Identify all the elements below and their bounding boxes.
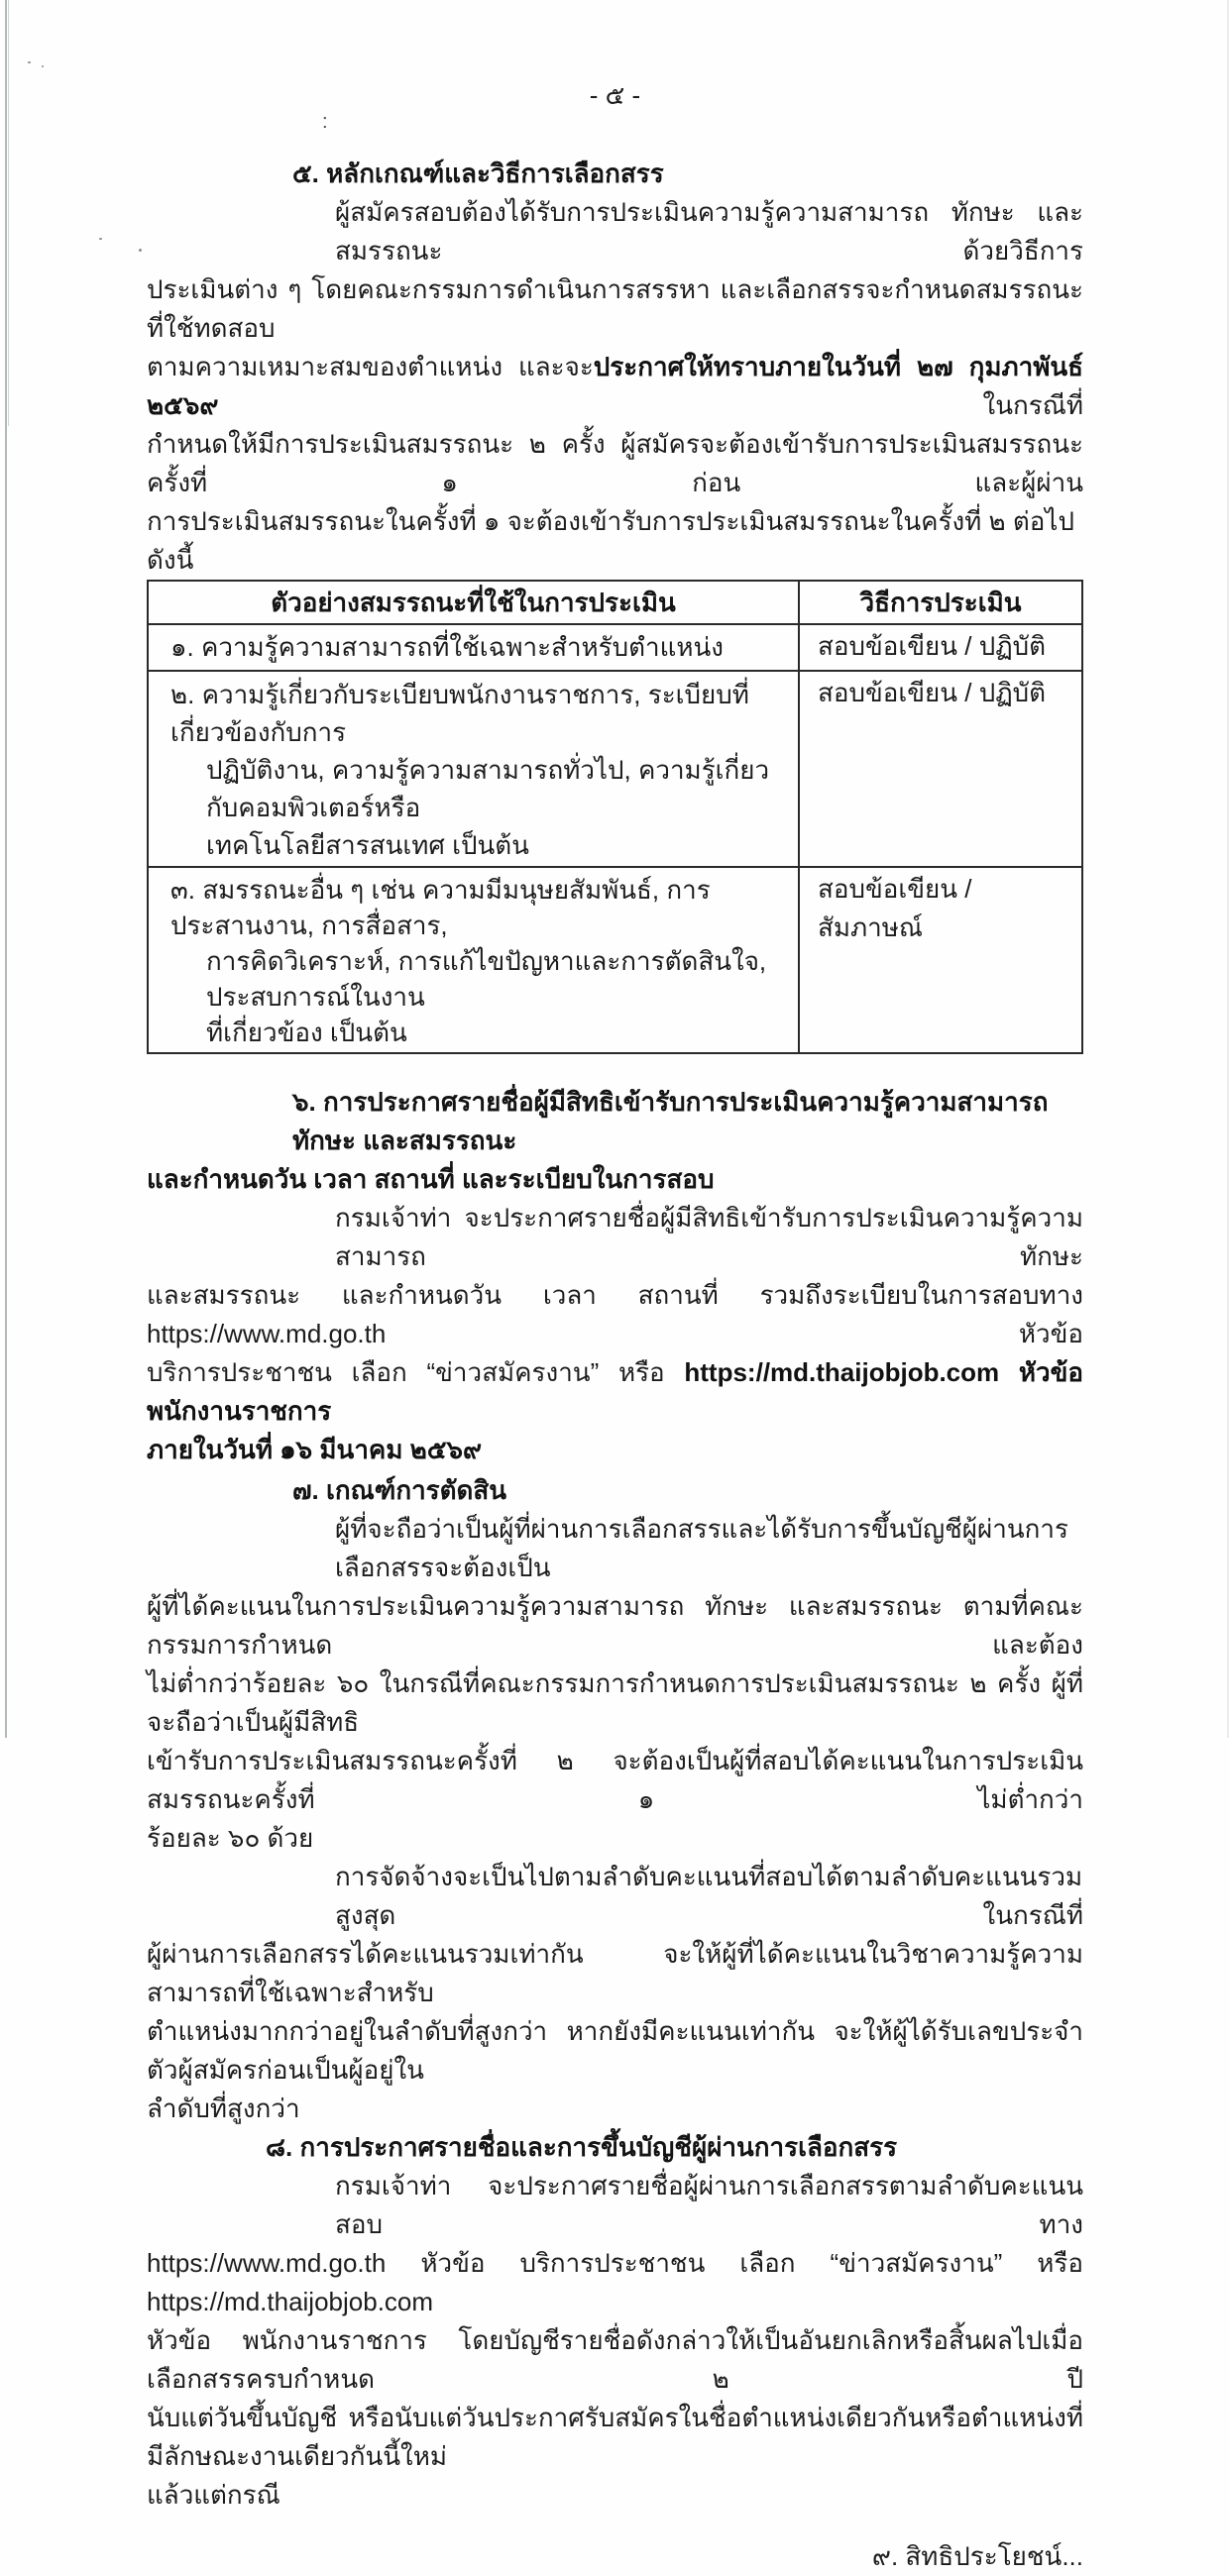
section7-para1-line-5: ร้อยละ ๖๐ ด้วย [147,1823,314,1853]
scan-speck [99,238,102,240]
section7-para1-line-3: ไม่ต่ำกว่าร้อยละ ๖๐ ในกรณีที่คณะกรรมการกำหนดการประเมินสมรรถนะ ๒ ครั้ง ผู้ที่จะถือว่าเป็นผู้มีสิทธิ [147,1668,1083,1737]
competency-line: ที่เกี่ยวข้อง เป็นต้น [206,1018,407,1047]
table-cell-competency: ๑. ความรู้ความสามารถที่ใช้เฉพาะสำหรับตำแหน่ง [148,624,799,671]
page-number: - ๕ - [589,80,641,110]
competency-line: ปฏิบัติงาน, ความรู้ความสามารถทั่วไป, ความรู้เกี่ยวกับคอมพิวเตอร์หรือ [206,755,770,822]
scan-speck [28,61,31,63]
section7-para1-line-4: เข้ารับการประเมินสมรรถนะครั้งที่ ๒ จะต้องเป็นผู้ที่สอบได้คะแนนในการประเมินสมรรถนะครั้งที่ ๑ ไม่ต่ำกว่า [147,1746,1083,1814]
section6-line-4-bold-date: ภายในวันที่ ๑๖ มีนาคม ๒๕๖๙ [147,1435,483,1464]
section-6-heading-line-2: และกำหนดวัน เวลา สถานที่ และระเบียบในการสอบ [147,1164,715,1194]
scan-speck [139,249,142,252]
section8-line-5: แล้วแต่กรณี [147,2480,280,2510]
section5-line-1: ผู้สมัครสอบต้องได้รับการประเมินความรู้ความสามารถ ทักษะ และสมรรถนะ ด้วยวิธีการ [335,197,1083,266]
competency-line: ๒. ความรู้เกี่ยวกับระเบียบพนักงานราชการ, ระเบียบที่เกี่ยวข้องกับการ [170,680,749,747]
competency-line: ๓. สมรรถนะอื่น ๆ เช่น ความมีมนุษยสัมพันธ์, การประสานงาน, การสื่อสาร, [170,875,711,940]
section7-para1-line-2: ผู้ที่ได้คะแนนในการประเมินความรู้ความสามารถ ทักษะ และสมรรถนะ ตามที่คณะกรรมการกำหนด และต้อง [147,1591,1083,1660]
section6-line-3 [147,1353,1083,1431]
section5-line-2: ประเมินต่าง ๆ โดยคณะกรรมการดำเนินการสรรหา และเลือกสรรจะกำหนดสมรรถนะที่ใช้ทดสอบ [147,274,1083,343]
evaluation-table [147,580,1083,1054]
table-header-method: วิธีการประเมิน [799,581,1082,624]
table-row [148,624,1082,671]
document-page [147,0,1083,2576]
section7-para2-line-2: ผู้ผ่านการเลือกสรรได้คะแนนรวมเท่ากัน จะให้ผู้ที่ได้คะแนนในวิชาความรู้ความสามารถที่ใช้เฉพาะสำหรับ [147,1939,1083,2007]
section8-line-2: https://www.md.go.th หัวข้อ บริการประชาชน เลือก “ข่าวสมัครงาน” หรือ https://md.thaijobjob.com [147,2248,1083,2316]
table-header-competency: ตัวอย่างสมรรถนะที่ใช้ในการประเมิน [148,581,799,624]
competency-line: การคิดวิเคราะห์, การแก้ไขปัญหาและการตัดสินใจ, ประสบการณ์ในงาน [206,946,767,1012]
section7-para2-line-1: การจัดจ้างจะเป็นไปตามลำดับคะแนนที่สอบได้ตามลำดับคะแนนรวมสูงสุด ในกรณีที่ [335,1862,1083,1930]
section5-line-5: การประเมินสมรรถนะในครั้งที่ ๑ จะต้องเข้ารับการประเมินสมรรถนะในครั้งที่ ๒ ต่อไป ดังนี้ [147,506,1074,575]
table-row [148,867,1082,1053]
table-cell-competency [148,671,799,867]
scan-colon-artifact: : [322,111,328,133]
section5-line-3-pre: ตามความเหมาะสมของตำแหน่ง และจะ [147,352,594,381]
section7-para2-line-3: ตำแหน่งมากกว่าอยู่ในลำดับที่สูงกว่า หากยังมีคะแนนเท่ากัน จะให้ผู้ได้รับเลขประจำตัวผู้สมัครก่อนเป็นผู้อยู่ใน [147,2016,1083,2085]
section8-line-1: กรมเจ้าท่า จะประกาศรายชื่อผู้ผ่านการเลือกสรรตามลำดับคะแนนสอบ ทาง [335,2171,1083,2239]
section7-para2-line-4: ลำดับที่สูงกว่า [147,2093,300,2123]
table-row [148,671,1082,867]
section6-line-3-pre: บริการประชาชน เลือก “ข่าวสมัครงาน” หรือ [147,1357,685,1387]
section-7-heading: ๗. เกณฑ์การตัดสิน [292,1475,507,1505]
continuation-note: ๙. สิทธิประโยชน์... [871,2541,1083,2571]
section6-line-1: กรมเจ้าท่า จะประกาศรายชื่อผู้มีสิทธิเข้ารับการประเมินความรู้ความสามารถ ทักษะ [335,1203,1083,1271]
table-cell-competency [148,867,799,1053]
table-header-row [148,581,1082,624]
section5-line-3-bold-date: ประกาศให้ทราบภายในวันที่ ๒๗ กุมภาพันธ์ ๒๕๖๙ [147,352,1083,420]
section-5-heading: ๕. หลักเกณฑ์และวิธีการเลือกสรร [292,159,664,188]
section-8-heading: ๘. การประกาศรายชื่อและการขึ้นบัญชีผู้ผ่านการเลือกสรร [266,2132,898,2162]
section5-line-4: กำหนดให้มีการประเมินสมรรถนะ ๒ ครั้ง ผู้สมัครจะต้องเข้ารับการประเมินสมรรถนะครั้งที่ ๑ ก่อน และผู้ผ่าน [147,429,1083,497]
section5-line-3 [147,348,1083,425]
competency-line: เทคโนโลยีสารสนเทศ เป็นต้น [206,830,529,860]
scan-edge-line [5,0,7,1738]
scan-speck [42,65,44,67]
section8-line-4: นับแต่วันขึ้นบัญชี หรือนับแต่วันประกาศรับสมัครในชื่อตำแหน่งเดียวกันหรือตำแหน่งที่มีลักษณะงานเดียวกันนี้ใหม่ [147,2403,1083,2471]
section5-line-3-post: ในกรณีที่ [218,390,1083,420]
section6-line-2: และสมรรถนะ และกำหนดวัน เวลา สถานที่ รวมถึงระเบียบในการสอบทาง https://www.md.go.th หัวข้อ [147,1280,1083,1348]
section8-line-3: หัวข้อ พนักงานราชการ โดยบัญชีรายชื่อดังกล่าวให้เป็นอันยกเลิกหรือสิ้นผลไปเมื่อเลือกสรรครบกำหนด ๒ ปี [147,2325,1083,2394]
scan-edge-right-line [1227,0,1229,1738]
scan-edge-line-2 [8,0,9,426]
section7-para1-line-1: ผู้ที่จะถือว่าเป็นผู้ที่ผ่านการเลือกสรรและได้รับการขึ้นบัญชีผู้ผ่านการเลือกสรรจะต้องเป็น [335,1514,1068,1582]
table-cell-method: สอบข้อเขียน / ปฏิบัติ [799,671,1082,867]
section-6-heading-line-1: ๖. การประกาศรายชื่อผู้มีสิทธิเข้ารับการประเมินความรู้ความสามารถ ทักษะ และสมรรถนะ [292,1087,1049,1155]
section6-line-3-bold-url: https://md.thaijobjob.com หัวข้อ พนักงานราชการ [147,1357,1083,1426]
table-cell-method: สอบข้อเขียน / ปฏิบัติ [799,624,1082,671]
table-cell-method: สอบข้อเขียน / สัมภาษณ์ [799,867,1082,1053]
